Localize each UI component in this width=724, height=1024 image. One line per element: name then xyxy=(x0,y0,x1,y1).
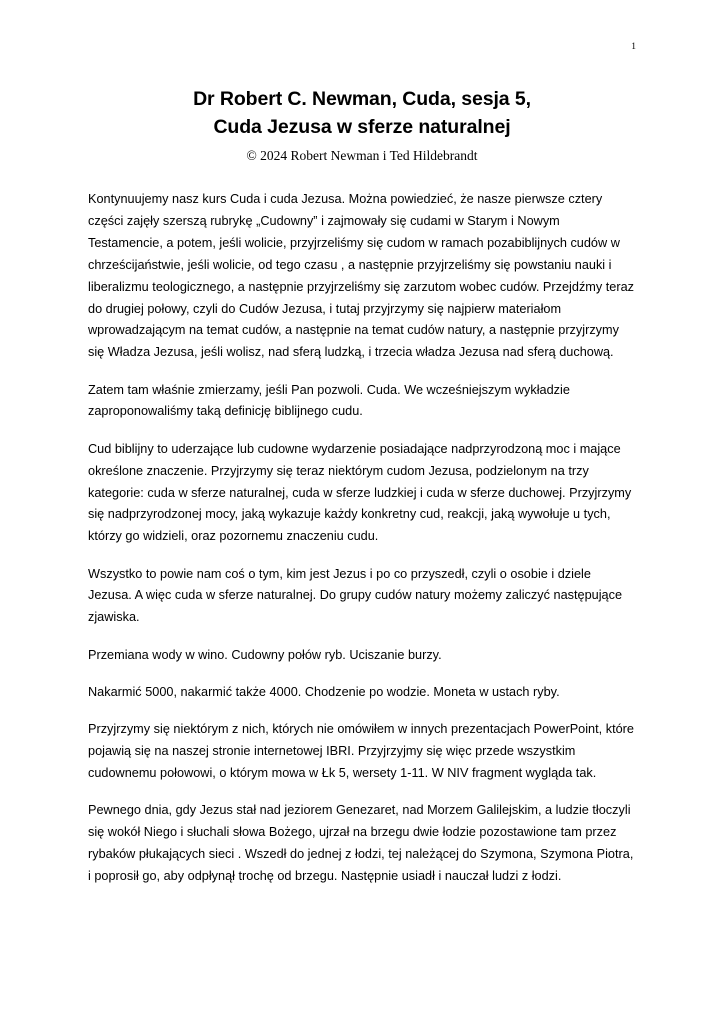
title-block xyxy=(88,86,636,164)
paragraph: Przyjrzymy się niektórym z nich, których nie omówiłem w innych prezentacjach PowerPoint, które pojawią się na naszej stronie internetowej IBRI. Przyjrzyjmy się więc przede wszystkim cudownemu połowowi, o którym mowa w Łk 5, wersety 1-11. W NIV fragment wygląda tak. xyxy=(88,722,634,780)
paragraph: Cud biblijny to uderzające lub cudowne wydarzenie posiadające nadprzyrodzoną moc i mające określone znaczenie. Przyjrzymy się teraz niektórym cudom Jezusa, podzielonym na trzy kategorie: cuda w sferze naturalnej, cuda w sferze ludzkiej i cuda w sferze duchowej. Przyjrzymy się nadprzyrodzonej mocy, jaką wykazuje każdy konkretny cud, reakcji, jaką wywołuje u tych, którzy go widzieli, oraz pozornemu znaczeniu cudu. xyxy=(88,441,632,544)
paragraph: Nakarmić 5000, nakarmić także 4000. Chodzenie po wodzie. Moneta w ustach ryby. xyxy=(88,684,560,699)
page-number: 1 xyxy=(631,42,636,52)
document-body xyxy=(88,189,636,887)
paragraph: Zatem tam właśnie zmierzamy, jeśli Pan pozwoli. Cuda. We wcześniejszym wykładzie zaproponowaliśmy taką definicję biblijnego cudu. xyxy=(88,382,570,419)
page-title-line-1: Dr Robert C. Newman, Cuda, sesja 5, xyxy=(193,88,531,110)
paragraph: Pewnego dnia, gdy Jezus stał nad jeziorem Genezaret, nad Morzem Galilejskim, a ludzie tłoczyli się wokół Niego i słuchali słowa Bożego, ujrzał na brzegu dwie łodzie pozostawione tam przez rybaków płukających sieci . Wszedł do jednej z łodzi, tej należącej do Szymona, Szymona Piotra, i poprosił go, aby odpłynął trochę od brzegu. Następnie usiadł i nauczał ludzi z łodzi. xyxy=(88,803,634,883)
paragraph: Kontynuujemy nasz kurs Cuda i cuda Jezusa. Można powiedzieć, że nasze pierwsze cztery części zajęły szerszą rubrykę „Cudowny” i zajmowały się cudami w Starym i Nowym Testamencie, a potem, jeśli wolicie, przyjrzeliśmy się cudom w ramach pozabiblijnych cudów w chrześcijaństwie, jeśli wolicie, od tego czasu , a następnie przyjrzeliśmy się powstaniu nauki i liberalizmu teologicznego, a następnie przyjrzeliśmy się zarzutom wobec cudów. Przejdźmy teraz do drugiej połowy, czyli do Cudów Jezusa, i tutaj przyjrzymy się najpierw materiałom wprowadzającym na temat cudów, a następnie na temat cudów natury, a następnie przyjrzymy się Władza Jezusa, jeśli wolisz, nad sferą ludzką, i trzecia władza Jezusa nad sferą duchową. xyxy=(88,192,635,360)
page-title-line-2: Cuda Jezusa w sferze naturalnej xyxy=(213,115,511,138)
paragraph: Wszystko to powie nam coś o tym, kim jest Jezus i po co przyszedł, czyli o osobie i dziele Jezusa. A więc cuda w sferze naturalnej. Do grupy cudów natury możemy zaliczyć następujące zjawiska. xyxy=(88,566,623,625)
paragraph: Przemiana wody w wino. Cudowny połów ryb. Uciszanie burzy. xyxy=(88,647,442,662)
copyright-notice: © 2024 Robert Newman i Ted Hildebrandt xyxy=(246,148,478,164)
